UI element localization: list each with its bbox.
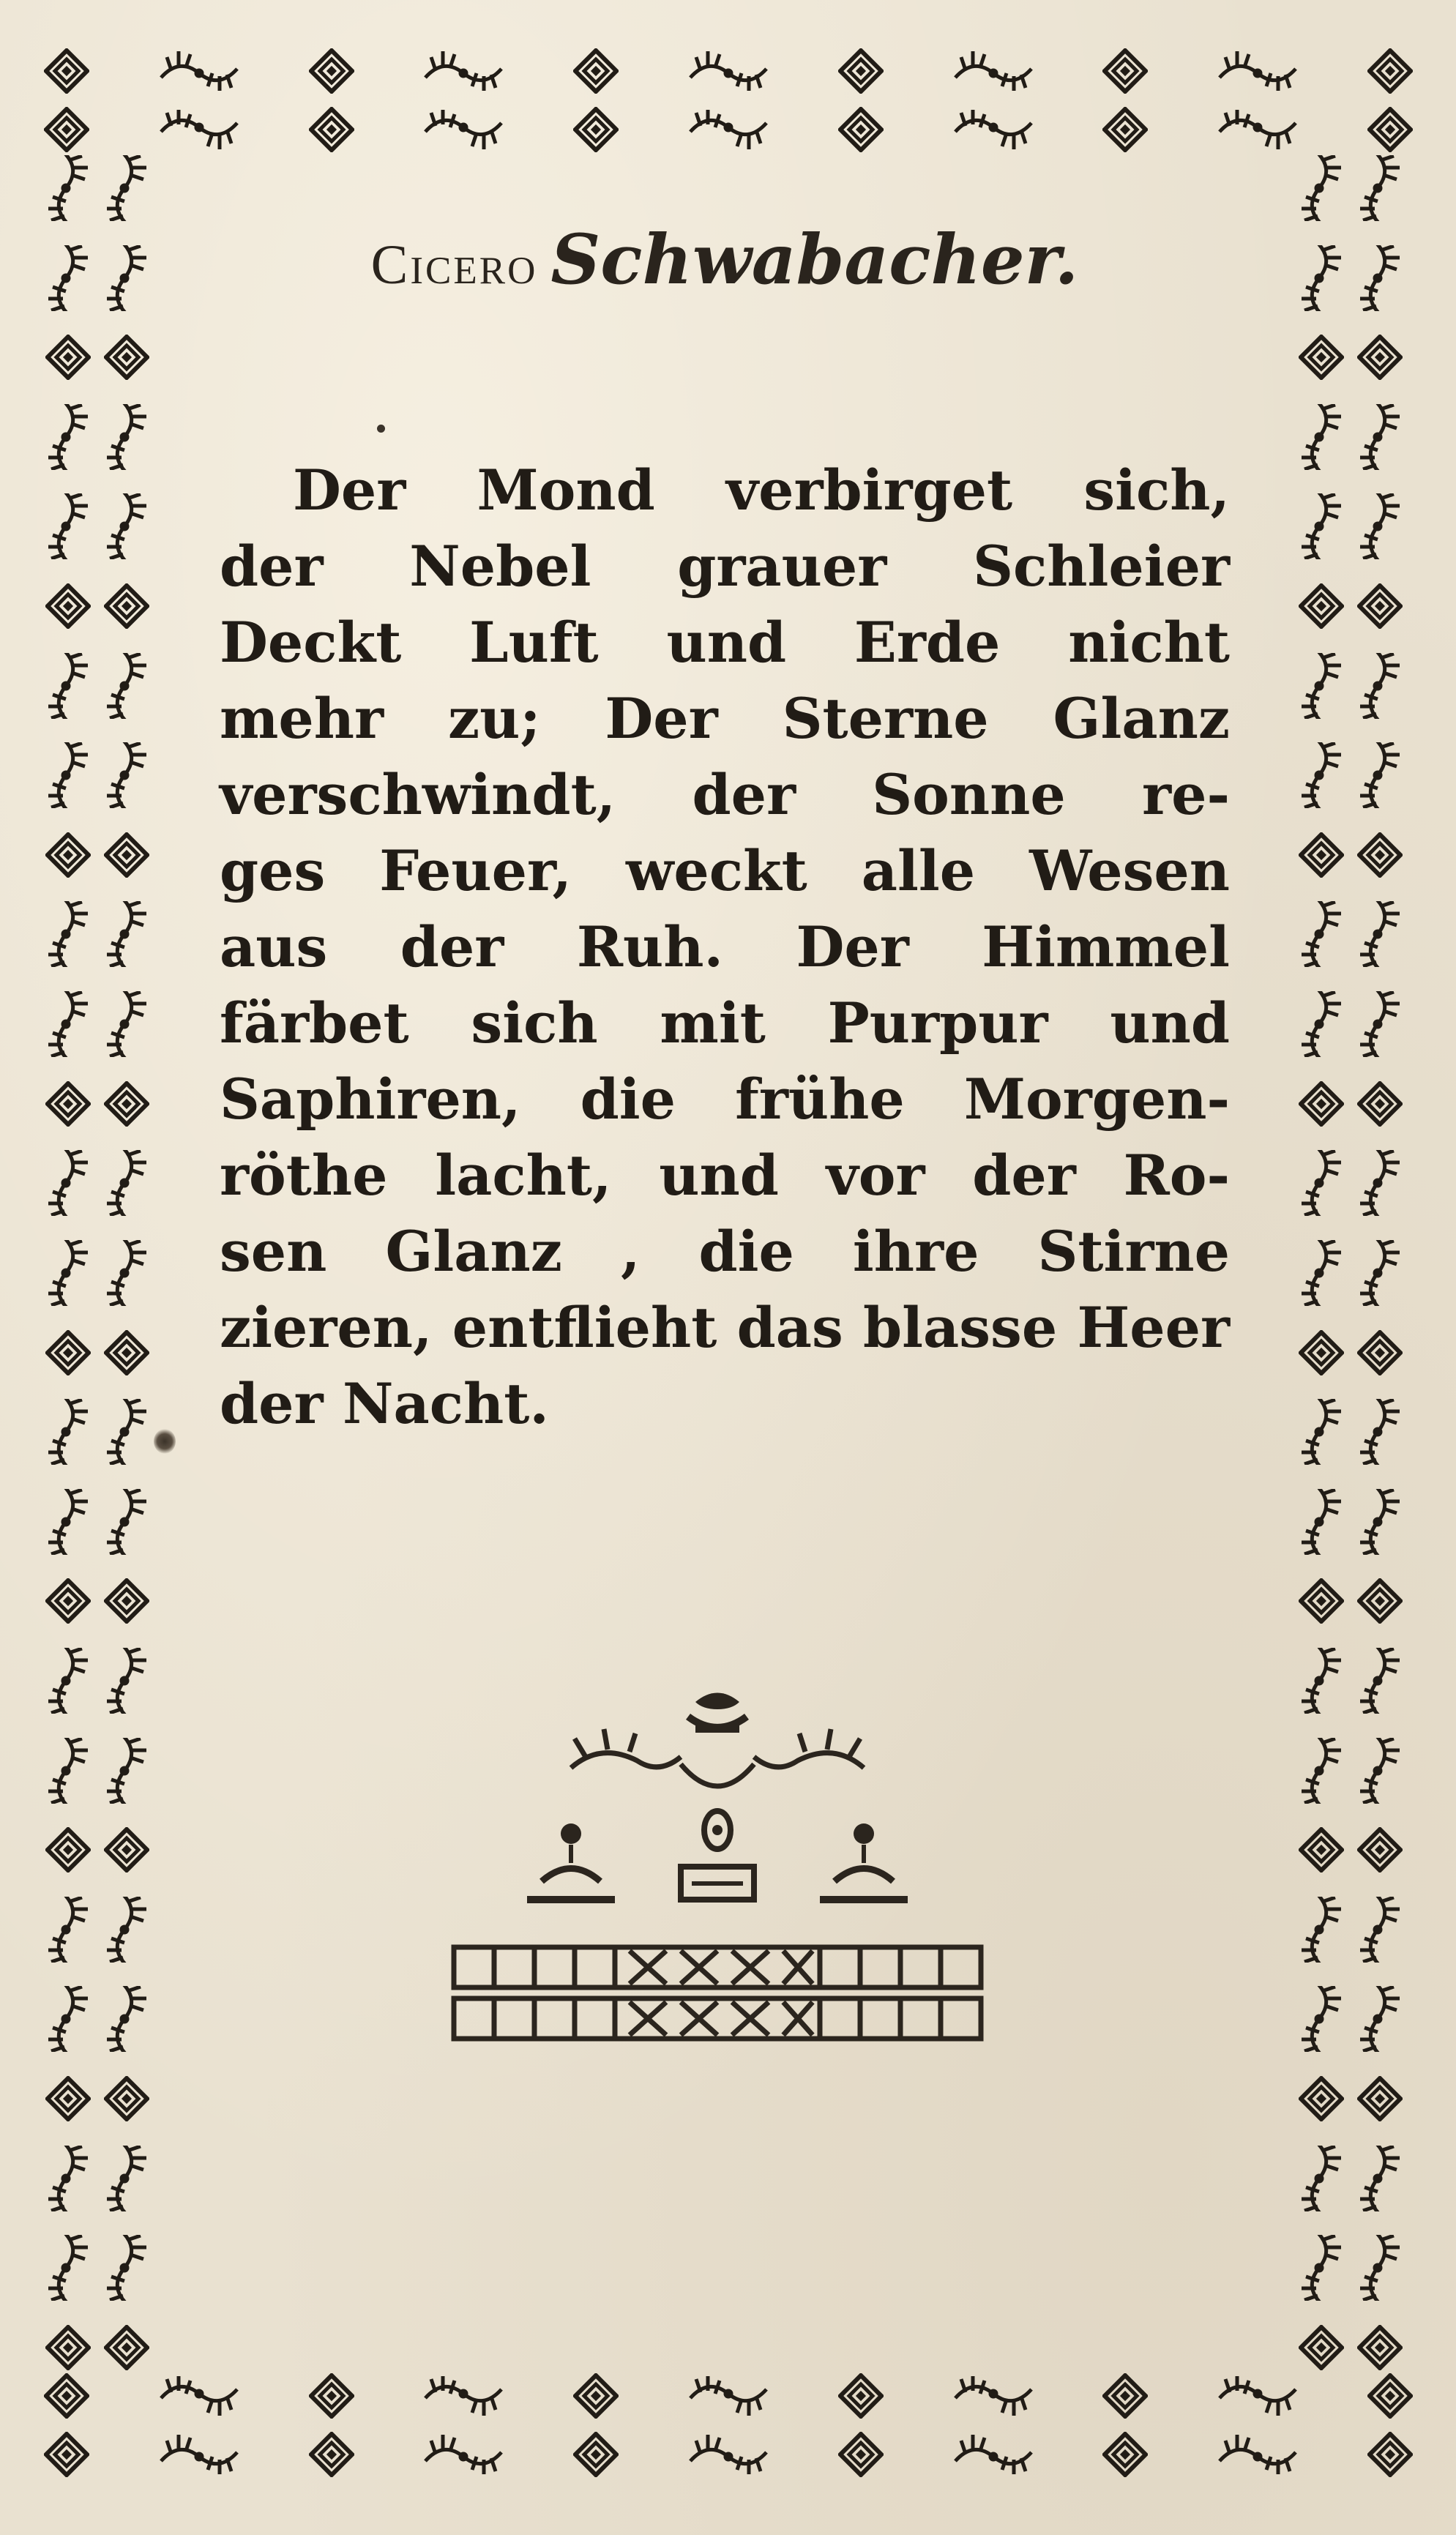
leaf-scroll-ornament bbox=[419, 2373, 507, 2419]
leaf-scroll-ornament bbox=[949, 107, 1037, 152]
leaf-scroll-ornament bbox=[45, 1738, 91, 1804]
leaf-scroll-ornament bbox=[1357, 404, 1403, 470]
leaf-scroll-ornament bbox=[1299, 245, 1344, 311]
border-column bbox=[42, 155, 94, 2370]
border-row bbox=[44, 104, 1413, 155]
body-line: der Nebel grauer Schleier bbox=[220, 534, 1230, 599]
diamond-ornament bbox=[1299, 1578, 1344, 1624]
leaf-scroll-ornament bbox=[45, 1399, 91, 1465]
ink-smudge bbox=[154, 1429, 176, 1454]
leaf-scroll-ornament bbox=[1299, 653, 1344, 719]
leaf-scroll-ornament bbox=[1357, 1986, 1403, 2052]
body-paragraph bbox=[220, 452, 1230, 1477]
body-line: Der Mond verbirget sich, bbox=[293, 458, 1230, 523]
diamond-ornament bbox=[1357, 1827, 1403, 1873]
ink-dot bbox=[377, 425, 385, 433]
leaf-scroll-ornament bbox=[684, 48, 772, 94]
leaf-scroll-ornament bbox=[45, 2146, 91, 2211]
diamond-ornament bbox=[573, 48, 619, 94]
leaf-scroll-ornament bbox=[104, 1489, 149, 1555]
diamond-ornament bbox=[309, 2432, 354, 2477]
leaf-scroll-ornament bbox=[104, 653, 149, 719]
leaf-scroll-ornament bbox=[1357, 2146, 1403, 2211]
leaf-scroll-ornament bbox=[45, 493, 91, 559]
leaf-scroll-ornament bbox=[45, 742, 91, 808]
diamond-ornament bbox=[1299, 1081, 1344, 1127]
diamond-ornament bbox=[44, 2432, 89, 2477]
diamond-ornament bbox=[45, 1827, 91, 1873]
diamond-ornament bbox=[104, 1081, 149, 1127]
diamond-ornament bbox=[45, 1578, 91, 1624]
leaf-scroll-ornament bbox=[45, 653, 91, 719]
leaf-scroll-ornament bbox=[104, 1738, 149, 1804]
diamond-ornament bbox=[309, 2373, 354, 2419]
leaf-scroll-ornament bbox=[104, 1897, 149, 1963]
diamond-ornament bbox=[838, 2432, 884, 2477]
vignette-frieze bbox=[454, 1947, 981, 2039]
diamond-ornament bbox=[104, 832, 149, 878]
diamond-ornament bbox=[573, 107, 619, 152]
diamond-ornament bbox=[309, 48, 354, 94]
border-bottom bbox=[44, 2370, 1413, 2480]
vignette-leaf-row bbox=[571, 1729, 864, 1786]
leaf-scroll-ornament bbox=[1299, 991, 1344, 1057]
diamond-ornament bbox=[104, 2076, 149, 2121]
leaf-scroll-ornament bbox=[45, 1489, 91, 1555]
leaf-scroll-ornament bbox=[1357, 1738, 1403, 1804]
diamond-ornament bbox=[1299, 1827, 1344, 1873]
body-line: ges Feuer, weckt alle Wesen bbox=[220, 838, 1230, 903]
diamond-ornament bbox=[1367, 48, 1413, 94]
diamond-ornament bbox=[838, 107, 884, 152]
body-line: verschwindt, der Sonne re- bbox=[220, 762, 1230, 827]
diamond-ornament bbox=[1357, 1578, 1403, 1624]
border-column bbox=[1354, 155, 1405, 2370]
diamond-ornament bbox=[104, 1330, 149, 1375]
leaf-scroll-ornament bbox=[1357, 742, 1403, 808]
leaf-scroll-ornament bbox=[1357, 1150, 1403, 1216]
diamond-ornament bbox=[1299, 2076, 1344, 2121]
body-line: Saphiren, die frühe Morgen- bbox=[220, 1067, 1230, 1132]
border-top bbox=[44, 45, 1413, 155]
page-heading bbox=[249, 220, 1201, 322]
diamond-ornament bbox=[1357, 2325, 1403, 2370]
vignette-top-flourish bbox=[688, 1693, 747, 1733]
leaf-scroll-ornament bbox=[104, 2235, 149, 2301]
leaf-scroll-ornament bbox=[45, 1150, 91, 1216]
leaf-scroll-ornament bbox=[949, 2373, 1037, 2419]
body-line: färbet sich mit Purpur und bbox=[220, 990, 1230, 1056]
leaf-scroll-ornament bbox=[155, 2373, 243, 2419]
body-line: sen Glanz , die ihre Stirne bbox=[220, 1219, 1230, 1284]
diamond-ornament bbox=[104, 1827, 149, 1873]
diamond-ornament bbox=[44, 107, 89, 152]
leaf-scroll-ornament bbox=[1357, 1399, 1403, 1465]
leaf-scroll-ornament bbox=[104, 742, 149, 808]
diamond-ornament bbox=[45, 1330, 91, 1375]
diamond-ornament bbox=[1299, 583, 1344, 629]
leaf-scroll-ornament bbox=[45, 1240, 91, 1306]
leaf-scroll-ornament bbox=[684, 2432, 772, 2477]
diamond-ornament bbox=[1102, 107, 1148, 152]
leaf-scroll-ornament bbox=[104, 1986, 149, 2052]
leaf-scroll-ornament bbox=[155, 48, 243, 94]
leaf-scroll-ornament bbox=[45, 404, 91, 470]
leaf-scroll-ornament bbox=[155, 2432, 243, 2477]
diamond-ornament bbox=[45, 335, 91, 380]
diamond-ornament bbox=[1299, 1330, 1344, 1375]
diamond-ornament bbox=[1357, 335, 1403, 380]
leaf-scroll-ornament bbox=[1299, 1648, 1344, 1714]
leaf-scroll-ornament bbox=[45, 901, 91, 967]
leaf-scroll-ornament bbox=[419, 107, 507, 152]
leaf-scroll-ornament bbox=[1299, 1150, 1344, 1216]
leaf-scroll-ornament bbox=[104, 2146, 149, 2211]
diamond-ornament bbox=[838, 2373, 884, 2419]
leaf-scroll-ornament bbox=[1299, 2235, 1344, 2301]
border-right bbox=[1296, 155, 1405, 2370]
leaf-scroll-ornament bbox=[1299, 1738, 1344, 1804]
leaf-scroll-ornament bbox=[104, 1648, 149, 1714]
leaf-scroll-ornament bbox=[1357, 1489, 1403, 1555]
crown-vignette-ornament bbox=[439, 1687, 996, 2068]
leaf-scroll-ornament bbox=[419, 48, 507, 94]
leaf-scroll-ornament bbox=[155, 107, 243, 152]
leaf-scroll-ornament bbox=[949, 48, 1037, 94]
leaf-scroll-ornament bbox=[1299, 1986, 1344, 2052]
leaf-scroll-ornament bbox=[1214, 48, 1302, 94]
leaf-scroll-ornament bbox=[1357, 653, 1403, 719]
leaf-scroll-ornament bbox=[1357, 901, 1403, 967]
diamond-ornament bbox=[1357, 2076, 1403, 2121]
diamond-ornament bbox=[45, 2076, 91, 2121]
leaf-scroll-ornament bbox=[104, 404, 149, 470]
diamond-ornament bbox=[1299, 2325, 1344, 2370]
leaf-scroll-ornament bbox=[45, 1986, 91, 2052]
leaf-scroll-ornament bbox=[1357, 493, 1403, 559]
leaf-scroll-ornament bbox=[1299, 493, 1344, 559]
heading-caps: Cicero bbox=[370, 234, 538, 296]
leaf-scroll-ornament bbox=[419, 2432, 507, 2477]
leaf-scroll-ornament bbox=[1357, 155, 1403, 221]
body-line: mehr zu; Der Sterne Glanz bbox=[220, 686, 1230, 751]
border-row bbox=[44, 45, 1413, 97]
body-line: aus der Ruh. Der Himmel bbox=[220, 914, 1230, 979]
diamond-ornament bbox=[1299, 335, 1344, 380]
leaf-scroll-ornament bbox=[1357, 245, 1403, 311]
leaf-scroll-ornament bbox=[1357, 991, 1403, 1057]
body-line: röthe lacht, und vor der Ro- bbox=[220, 1143, 1230, 1208]
diamond-ornament bbox=[1357, 583, 1403, 629]
body-line: Deckt Luft und Erde nicht bbox=[220, 610, 1230, 675]
border-left bbox=[42, 155, 152, 2370]
leaf-scroll-ornament bbox=[1357, 1648, 1403, 1714]
diamond-ornament bbox=[1367, 2432, 1413, 2477]
leaf-scroll-ornament bbox=[45, 1897, 91, 1963]
diamond-ornament bbox=[45, 2325, 91, 2370]
leaf-scroll-ornament bbox=[1357, 2235, 1403, 2301]
heading-typeface-name: Schwabacher. bbox=[550, 220, 1079, 300]
leaf-scroll-ornament bbox=[1299, 2146, 1344, 2211]
diamond-ornament bbox=[1357, 832, 1403, 878]
diamond-ornament bbox=[573, 2432, 619, 2477]
border-row bbox=[44, 2429, 1413, 2480]
leaf-scroll-ornament bbox=[45, 991, 91, 1057]
diamond-ornament bbox=[1299, 832, 1344, 878]
leaf-scroll-ornament bbox=[1299, 155, 1344, 221]
body-line: zieren, entflieht das blasse Heer bbox=[220, 1295, 1230, 1360]
diamond-ornament bbox=[1357, 1330, 1403, 1375]
leaf-scroll-ornament bbox=[1299, 742, 1344, 808]
diamond-ornament bbox=[104, 335, 149, 380]
leaf-scroll-ornament bbox=[1357, 1897, 1403, 1963]
diamond-ornament bbox=[104, 2325, 149, 2370]
leaf-scroll-ornament bbox=[1299, 1240, 1344, 1306]
diamond-ornament bbox=[44, 2373, 89, 2419]
leaf-scroll-ornament bbox=[1214, 2373, 1302, 2419]
border-column bbox=[101, 155, 152, 2370]
diamond-ornament bbox=[45, 1081, 91, 1127]
border-row bbox=[44, 2370, 1413, 2422]
leaf-scroll-ornament bbox=[45, 2235, 91, 2301]
diamond-ornament bbox=[1367, 2373, 1413, 2419]
leaf-scroll-ornament bbox=[1299, 404, 1344, 470]
body-line: der Nacht. bbox=[220, 1371, 549, 1436]
border-column bbox=[1296, 155, 1347, 2370]
diamond-ornament bbox=[1102, 48, 1148, 94]
diamond-ornament bbox=[1357, 1081, 1403, 1127]
leaf-scroll-ornament bbox=[104, 1240, 149, 1306]
leaf-scroll-ornament bbox=[684, 2373, 772, 2419]
leaf-scroll-ornament bbox=[1214, 2432, 1302, 2477]
leaf-scroll-ornament bbox=[104, 901, 149, 967]
leaf-scroll-ornament bbox=[104, 245, 149, 311]
diamond-ornament bbox=[309, 107, 354, 152]
diamond-ornament bbox=[1102, 2373, 1148, 2419]
diamond-ornament bbox=[573, 2373, 619, 2419]
leaf-scroll-ornament bbox=[1214, 107, 1302, 152]
leaf-scroll-ornament bbox=[1299, 1489, 1344, 1555]
leaf-scroll-ornament bbox=[45, 1648, 91, 1714]
diamond-ornament bbox=[44, 48, 89, 94]
leaf-scroll-ornament bbox=[949, 2432, 1037, 2477]
diamond-ornament bbox=[838, 48, 884, 94]
leaf-scroll-ornament bbox=[45, 155, 91, 221]
leaf-scroll-ornament bbox=[104, 155, 149, 221]
leaf-scroll-ornament bbox=[104, 1150, 149, 1216]
vignette-pedestals bbox=[527, 1811, 908, 1903]
leaf-scroll-ornament bbox=[1299, 1399, 1344, 1465]
leaf-scroll-ornament bbox=[45, 245, 91, 311]
leaf-scroll-ornament bbox=[104, 1399, 149, 1465]
diamond-ornament bbox=[104, 583, 149, 629]
diamond-ornament bbox=[1102, 2432, 1148, 2477]
diamond-ornament bbox=[45, 832, 91, 878]
leaf-scroll-ornament bbox=[684, 107, 772, 152]
leaf-scroll-ornament bbox=[104, 493, 149, 559]
diamond-ornament bbox=[104, 1578, 149, 1624]
diamond-ornament bbox=[1367, 107, 1413, 152]
leaf-scroll-ornament bbox=[1299, 901, 1344, 967]
leaf-scroll-ornament bbox=[1299, 1897, 1344, 1963]
leaf-scroll-ornament bbox=[104, 991, 149, 1057]
diamond-ornament bbox=[45, 583, 91, 629]
leaf-scroll-ornament bbox=[1357, 1240, 1403, 1306]
